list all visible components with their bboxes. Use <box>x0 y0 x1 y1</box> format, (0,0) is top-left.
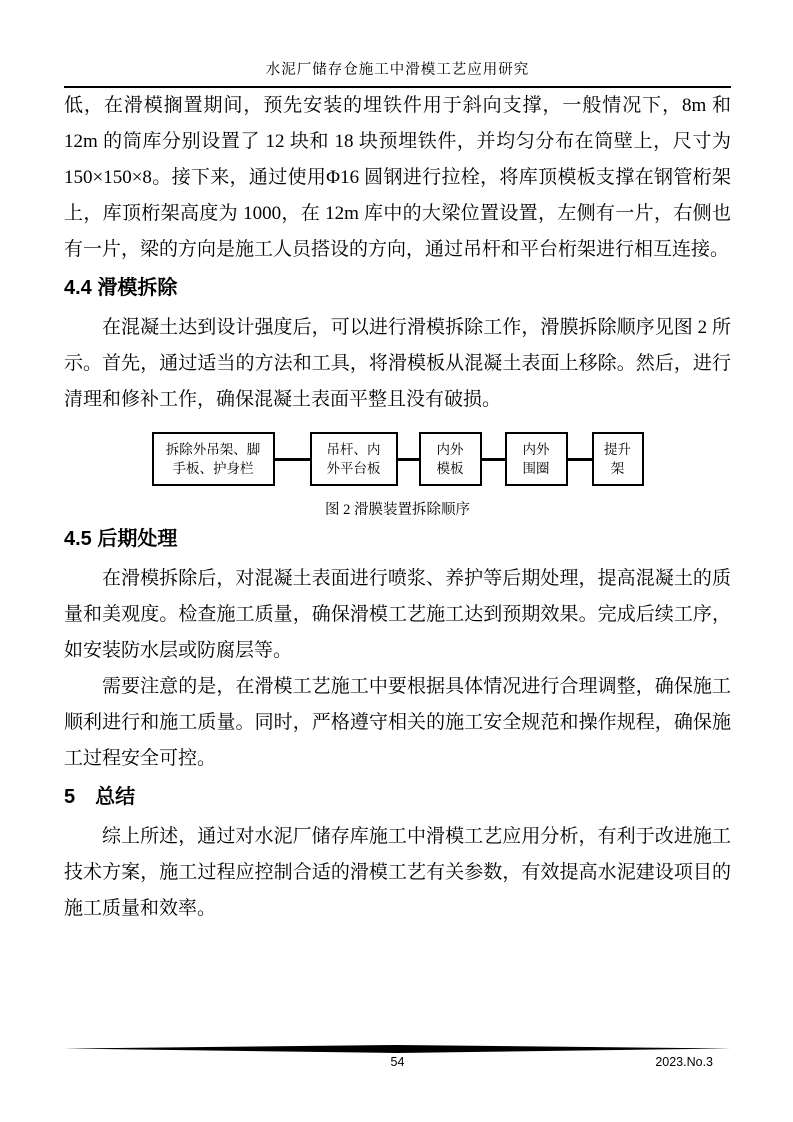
flow-step-label: 吊杆、内 <box>326 442 381 457</box>
flow-step-label: 内外 <box>436 442 464 457</box>
flow-step-label: 外平台板 <box>326 461 381 476</box>
flow-step-label: 架 <box>610 461 625 476</box>
paragraph-section-4-5-b: 需要注意的是，在滑模工艺施工中要根据具体情况进行合理调整，确保施工顺利进行和施工质量。同时，严格遵守相关的施工安全规范和操作规程，确保施工过程安全可控。 <box>64 676 731 769</box>
footer-spindle-rule <box>64 1045 731 1053</box>
running-title: 水泥厂储存仓施工中滑模工艺应用研究 <box>64 58 731 88</box>
page-header <box>64 0 731 88</box>
flow-step-label: 提升 <box>604 442 631 457</box>
flow-connector <box>568 458 592 461</box>
flowchart-removal-sequence <box>64 432 731 486</box>
figure-2 <box>64 432 731 519</box>
page-body <box>64 88 731 927</box>
section-heading-5: 5 总结 <box>64 786 136 808</box>
paragraph-continuation: 低，在滑模搁置期间，预先安装的埋铁件用于斜向支撑，一般情况下，8m 和 12m 的筒库分别设置了 12 块和 18 块预埋铁件，并均匀分布在筒壁上，尺寸为 150×150×8。接下来，通过使用Φ16 圆钢进行拉栓，将库顶模板支撑在钢管桁架上，库顶桁架高度为 1000，在 12m 库中的大梁位置设置，左侧有一片，右侧也有一片，梁的方向是施工人员搭设的方向，通过吊杆和平台桁架进行相互连接。 <box>64 95 731 260</box>
flow-step-lifting-frame <box>592 432 644 486</box>
issue-label: 2023.No.3 <box>655 1055 713 1069</box>
paragraph-section-4-5-a: 在滑模拆除后，对混凝土表面进行喷浆、养护等后期处理，提高混凝土的质量和美观度。检查施工质量，确保滑模工艺施工达到预期效果。完成后续工序，如安装防水层或防腐层等。 <box>64 568 731 661</box>
flow-connector <box>482 458 505 461</box>
flow-step-waling-rings <box>505 432 568 486</box>
flow-step-remove-hangers <box>152 432 275 486</box>
paragraph-section-5: 综上所述，通过对水泥厂储存库施工中滑模工艺应用分析，有利于改进施工技术方案，施工过程应控制合适的滑模工艺有关参数，有效提高水泥建设项目的施工质量和效率。 <box>64 826 731 919</box>
section-heading-4-5: 4.5 后期处理 <box>64 528 178 550</box>
figure-caption: 图 2 滑膜装置拆除顺序 <box>325 502 470 518</box>
footer-row <box>64 1055 731 1073</box>
section-heading-4-4: 4.4 滑模拆除 <box>64 277 178 299</box>
page-footer <box>64 1045 731 1073</box>
flow-step-platform-boards <box>310 432 398 486</box>
flow-step-label: 模板 <box>436 461 464 476</box>
flow-connector <box>398 458 419 461</box>
flow-step-formwork <box>419 432 482 486</box>
flow-step-label: 围圈 <box>522 461 550 476</box>
flow-step-label: 手板、护身栏 <box>172 461 254 476</box>
flow-step-label: 内外 <box>522 442 550 457</box>
paragraph-section-4-4: 在混凝土达到设计强度后，可以进行滑模拆除工作，滑膜拆除顺序见图 2 所示。首先，通过适当的方法和工具，将滑模板从混凝土表面上移除。然后，进行清理和修补工作，确保混凝土表面平整且没有破损。 <box>64 317 731 410</box>
flow-step-label: 拆除外吊架、脚 <box>165 442 261 457</box>
flow-connector <box>275 458 310 461</box>
page-number: 54 <box>390 1055 405 1069</box>
